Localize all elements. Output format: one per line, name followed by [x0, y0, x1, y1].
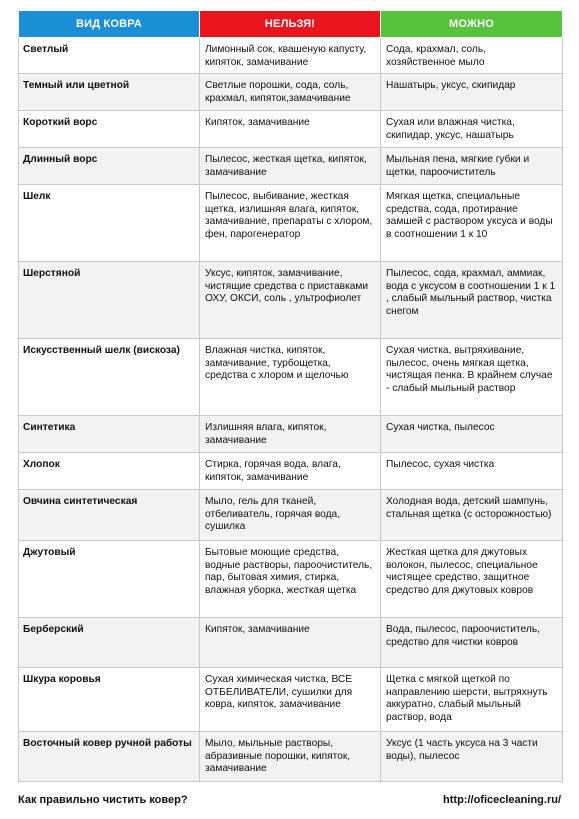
table-row	[19, 147, 563, 184]
cell-allowed: Сода, крахмал, соль, хозяйственное мыло	[381, 38, 563, 74]
cell-allowed: Пылесос, сода, крахмал, аммиак, вода с уксусом в соотношении 1 к 1 , слабый мыльный раствор, чистка снегом	[381, 261, 563, 338]
table-row	[19, 74, 563, 111]
cell-allowed: Мягкая щетка, специальные средства, сода, протирание замшей с раствором уксуса и воды в соотношении 1 к 10	[381, 184, 563, 261]
cell-carpet-type: Шерстяной	[19, 261, 200, 338]
cell-forbidden: Влажная чистка, кипяток, замачивание, турбощетка, средства с хлором и щелочью	[200, 338, 381, 415]
cell-allowed: Сухая чистка, пылесос	[381, 415, 563, 452]
cell-carpet-type: Искусственный шелк (вискоза)	[19, 338, 200, 415]
cell-forbidden: Мыло, мыльные растворы, абразивные порошки, кипяток, замачивание	[200, 731, 381, 781]
cell-allowed: Сухая или влажная чистка, скипидар, уксус, нашатырь	[381, 111, 563, 147]
carpet-cleaning-table	[18, 10, 563, 782]
cell-allowed: Уксус (1 часть уксуса на 3 части воды), пылесос	[381, 731, 563, 781]
cell-carpet-type: Овчина синтетическая	[19, 489, 200, 540]
cell-carpet-type: Хлопок	[19, 452, 200, 489]
cell-carpet-type: Берберский	[19, 617, 200, 667]
table-row	[19, 38, 563, 74]
cell-forbidden: Мыло, гель для тканей, отбеливатель, горячая вода, сушилка	[200, 489, 381, 540]
table-row	[19, 667, 563, 731]
table-row	[19, 111, 563, 147]
cell-allowed: Мыльная пена, мягкие губки и щетки, пароочиститель	[381, 147, 563, 184]
table-row	[19, 415, 563, 452]
table-row	[19, 338, 563, 415]
table-row	[19, 540, 563, 617]
footer-url[interactable]: http://oficecleaning.ru/	[443, 794, 561, 806]
cell-allowed: Сухая чистка, вытряхивание, пылесос, очень мягкая щетка, чистящая пенка. В крайнем случае - слабый мыльный раствор	[381, 338, 563, 415]
cell-allowed: Жесткая щетка для джутовых волокон, пылесос, специальное чистящее средство, защитное средство для джутовых ковров	[381, 540, 563, 617]
cell-carpet-type: Синтетика	[19, 415, 200, 452]
table-row	[19, 489, 563, 540]
footer-title: Как правильно чистить ковер?	[18, 794, 188, 806]
cell-carpet-type: Шкура коровья	[19, 667, 200, 731]
cell-carpet-type: Длинный ворс	[19, 147, 200, 184]
cell-forbidden: Кипяток, замачивание	[200, 617, 381, 667]
cell-allowed: Вода, пылесос, пароочиститель, средство для чистки ковров	[381, 617, 563, 667]
cell-forbidden: Уксус, кипяток, замачивание, чистящие средства с приставками ОХУ, ОКСИ, соль , ультрофиолет	[200, 261, 381, 338]
cell-carpet-type: Восточный ковер ручной работы	[19, 731, 200, 781]
cell-forbidden: Пылесос, жесткая щетка, кипяток, замачивание	[200, 147, 381, 184]
cell-forbidden: Излишняя влага, кипяток, замачивание	[200, 415, 381, 452]
cell-carpet-type: Шелк	[19, 184, 200, 261]
cell-forbidden: Сухая химическая чистка, ВСЕ ОТБЕЛИВАТЕЛИ, сушилки для ковра, кипяток, замачивание	[200, 667, 381, 731]
cell-forbidden: Пылесос, выбивание, жесткая щетка, излишняя влага, кипяток, замачивание, препараты с хлором, фен, парогенератор	[200, 184, 381, 261]
table-row	[19, 731, 563, 781]
cell-allowed: Пылесос, сухая чистка	[381, 452, 563, 489]
header-forbidden: НЕЛЬЗЯ!	[200, 11, 381, 38]
table-row	[19, 261, 563, 338]
cell-forbidden: Кипяток, замачивание	[200, 111, 381, 147]
table-row	[19, 617, 563, 667]
cell-carpet-type: Короткий ворс	[19, 111, 200, 147]
cell-forbidden: Бытовые моющие средства, водные растворы, пароочиститель, пар, бытовая химия, стирка, влажная уборка, жесткая щетка	[200, 540, 381, 617]
cell-carpet-type: Светлый	[19, 38, 200, 74]
cell-forbidden: Стирка, горячая вода, влага, кипяток, замачивание	[200, 452, 381, 489]
table-row	[19, 452, 563, 489]
header-allowed: МОЖНО	[381, 11, 563, 38]
cell-carpet-type: Джутовый	[19, 540, 200, 617]
cell-allowed: Холодная вода, детский шампунь, стальная щетка (с осторожностью)	[381, 489, 563, 540]
cell-allowed: Нашатырь, уксус, скипидар	[381, 74, 563, 111]
header-carpet-type: ВИД КОВРА	[19, 11, 200, 38]
table-header-row	[19, 11, 563, 38]
cell-allowed: Щетка с мягкой щеткой по направлению шерсти, вытряхнуть аккуратно, слабый мыльный раствор, вода	[381, 667, 563, 731]
cell-carpet-type: Темный или цветной	[19, 74, 200, 111]
cell-forbidden: Светлые порошки, сода, соль, крахмал, кипяток,замачивание	[200, 74, 381, 111]
table-row	[19, 184, 563, 261]
cell-forbidden: Лимонный сок, квашеную капусту, кипяток, замачивание	[200, 38, 381, 74]
